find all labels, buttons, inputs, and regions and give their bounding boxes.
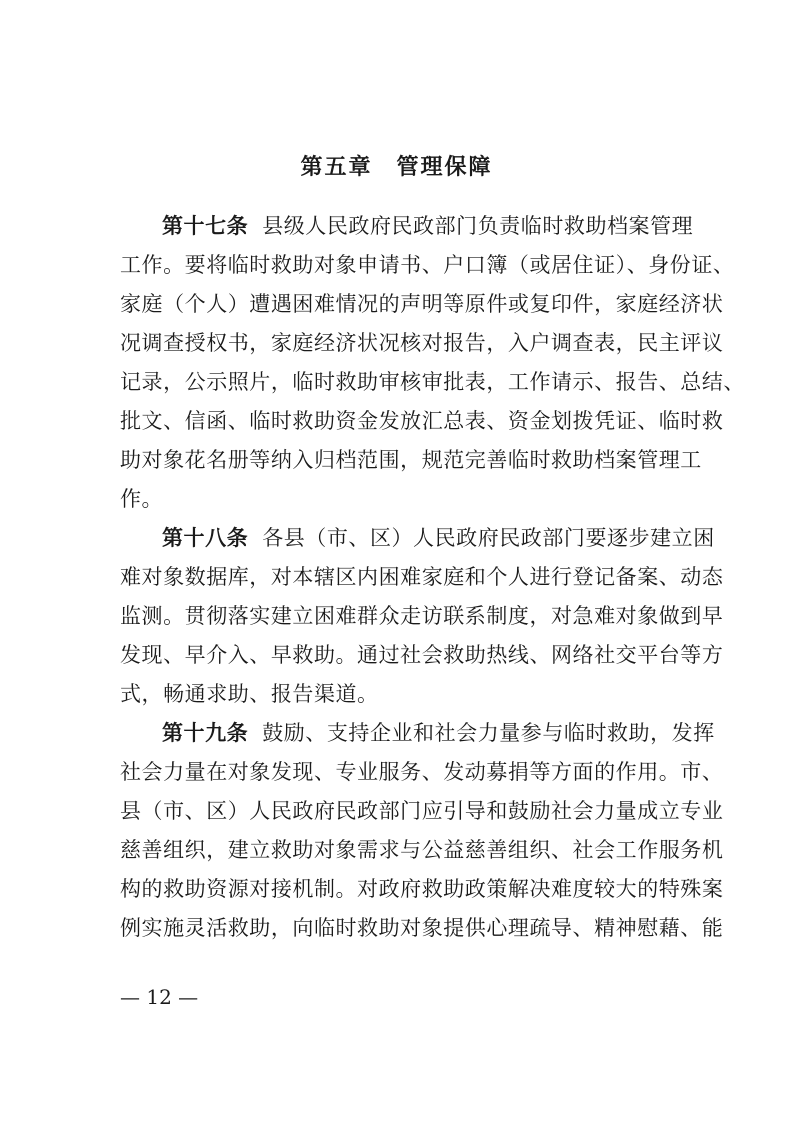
article-text-line: 发现、早介入、早救助。通过社会救助热线、网络社交平台等方 [120, 643, 724, 667]
article-text-line: 助对象花名册等纳入归档范围，规范完善临时救助档案管理工 [120, 448, 702, 472]
article-text-line: 工作。要将临时救助对象申请书、户口簿（或居住证）、身份证、 [120, 253, 735, 277]
article-text-line: 社会力量在对象发现、专业服务、发动募捐等方面的作用。市、 [120, 760, 724, 784]
article-text-line: 批文、信函、临时救助资金发放汇总表、资金划拨凭证、临时救 [120, 409, 724, 433]
page-number: — 12 — [120, 985, 199, 1009]
article-text-line: 况调查授权书，家庭经济状况核对报告，入户调查表，民主评议 [120, 331, 724, 355]
article-text-line: 监测。贯彻落实建立困难群众走访联系制度，对急难对象做到早 [120, 604, 724, 628]
article-text-line: 构的救助资源对接机制。对政府救助政策解决难度较大的特殊案 [120, 877, 724, 901]
article-text-line: 式，畅通求助、报告渠道。 [120, 682, 379, 706]
article-19-heading: 第十九条 [162, 721, 249, 745]
article-text-line: 例实施灵活救助，向临时救助对象提供心理疏导、精神慰藉、能 [120, 916, 724, 940]
article-19-first-line [162, 713, 715, 753]
article-text-line: 作。 [120, 487, 164, 511]
chapter-title: 第五章 管理保障 [300, 155, 493, 180]
article-text-line: 各县（市、区）人民政府民政部门要逐步建立困 [262, 526, 715, 550]
article-text-line: 鼓励、支持企业和社会力量参与临时救助，发挥 [262, 721, 715, 745]
article-text-line: 记录，公示照片，临时救助审核审批表，工作请示、报告、总结、 [120, 370, 745, 394]
article-text-line: 家庭（个人）遭遇困难情况的声明等原件或复印件，家庭经济状 [120, 292, 724, 316]
article-17-heading: 第十七条 [162, 214, 249, 238]
article-text-line: 县（市、区）人民政府民政部门应引导和鼓励社会力量成立专业 [120, 799, 724, 823]
article-text-line: 县级人民政府民政部门负责临时救助档案管理 [262, 214, 694, 238]
article-18-first-line [162, 518, 715, 558]
article-17-first-line [162, 206, 693, 246]
article-text-line: 难对象数据库，对本辖区内困难家庭和个人进行登记备案、动态 [120, 565, 724, 589]
article-18-heading: 第十八条 [162, 526, 249, 550]
article-text-line: 慈善组织，建立救助对象需求与公益慈善组织、社会工作服务机 [120, 838, 724, 862]
